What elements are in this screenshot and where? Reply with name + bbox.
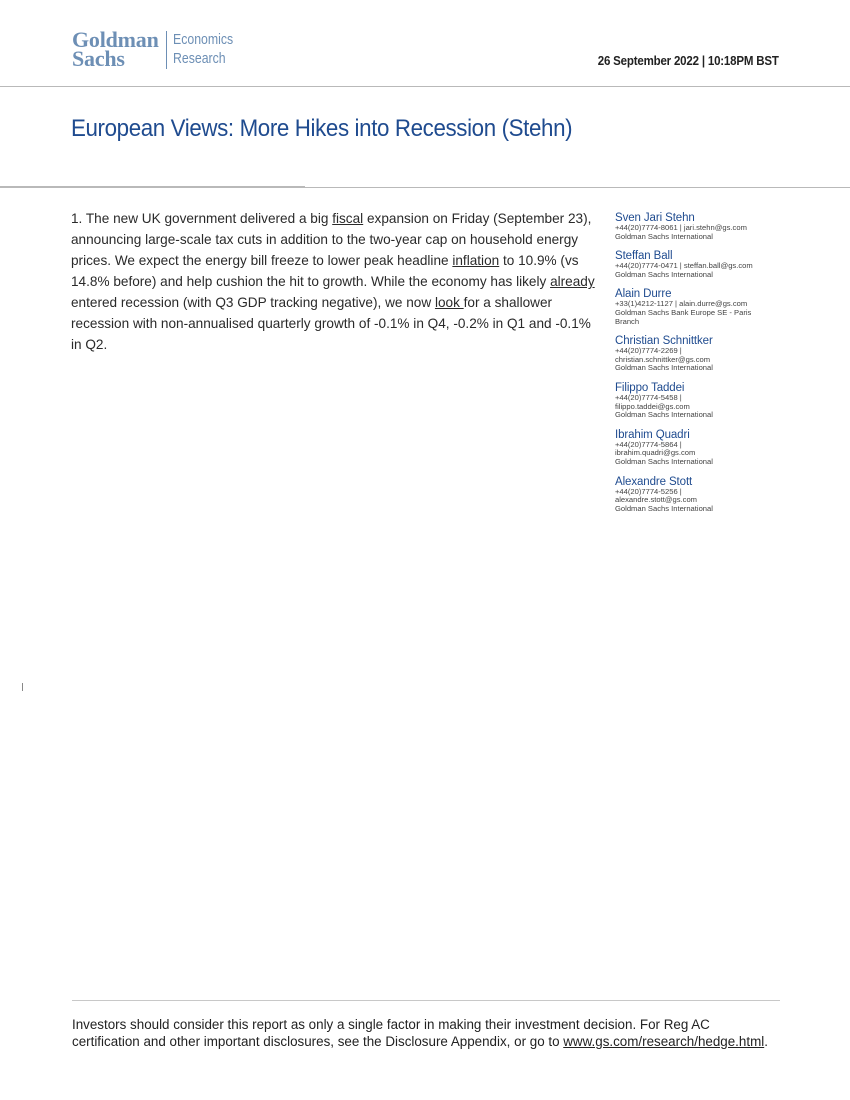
author-firm: Goldman Sachs International bbox=[615, 410, 713, 420]
body-text-1: 1. The new UK government delivered a big bbox=[71, 211, 333, 226]
author-card bbox=[615, 476, 795, 514]
page-title: European Views: More Hikes into Recession (Stehn) bbox=[71, 115, 573, 142]
author-firm: Goldman Sachs International bbox=[615, 456, 713, 466]
logo-divider bbox=[166, 31, 167, 69]
division-label bbox=[173, 30, 233, 68]
author-card bbox=[615, 250, 795, 279]
author-name: Ibrahim Quadri bbox=[615, 428, 690, 441]
fiscal-link[interactable]: fiscal bbox=[332, 211, 364, 226]
author-name: Alexandre Stott bbox=[615, 475, 693, 488]
body-text-4: entered recession (with Q3 GDP tracking negative), we now bbox=[71, 295, 435, 310]
goldman-sachs-logo bbox=[72, 27, 246, 71]
author-name: Sven Jari Stehn bbox=[615, 212, 695, 224]
author-contact[interactable]: +44(20)7774-2269 | christian.schnittker@gs.com bbox=[615, 346, 711, 364]
author-contact[interactable]: +44(20)7774-5256 | alexandre.stott@gs.com bbox=[615, 486, 697, 505]
author-firm: Goldman Sachs International bbox=[615, 231, 713, 241]
author-contact[interactable]: +33(1)4212-1127 | alain.durre@gs.com bbox=[615, 299, 748, 309]
author-card bbox=[615, 429, 795, 467]
author-card bbox=[615, 382, 795, 420]
disclosure-text: Investors should consider this report as only a single factor in making their investment decision. For Reg AC certification and other important disclosures, see the Disclosure Appendix, or go to bbox=[72, 1017, 710, 1049]
inflation-link[interactable]: inflation bbox=[452, 253, 500, 268]
author-contact[interactable]: +44(20)7774-8061 | jari.stehn@gs.com bbox=[615, 223, 747, 232]
header-divider bbox=[0, 86, 850, 87]
body-text-5: for a shallower recession with non-annualised quarterly growth of -0.1% in Q4, -0.2% in Q1 and -0.1% in Q2. bbox=[71, 295, 591, 352]
author-contact[interactable]: +44(20)7774-0471 | steffan.ball@gs.com bbox=[615, 261, 753, 271]
body-paragraph bbox=[71, 208, 601, 355]
logo-line-1: Goldman bbox=[72, 27, 159, 52]
footer-divider bbox=[72, 1000, 780, 1001]
author-card bbox=[615, 335, 795, 373]
margin-mark bbox=[22, 683, 23, 691]
author-firm: Goldman Sachs International bbox=[615, 503, 713, 513]
author-contact[interactable]: +44(20)7774-5864 | ibrahim.quadri@gs.com bbox=[615, 439, 696, 458]
author-name: Steffan Ball bbox=[615, 250, 673, 263]
author-firm: Goldman Sachs International bbox=[615, 269, 713, 279]
report-date: 26 September 2022 | 10:18PM BST bbox=[598, 54, 779, 68]
division-line-1: Economics bbox=[172, 31, 233, 48]
author-contact[interactable]: +44(20)7774-5458 | filippo.taddei@gs.com bbox=[615, 392, 690, 411]
title-divider-accent bbox=[0, 186, 305, 188]
author-name: Alain Durre bbox=[615, 288, 672, 301]
author-name: Christian Schnittker bbox=[615, 335, 713, 348]
author-card bbox=[615, 212, 795, 241]
author-list bbox=[615, 212, 795, 522]
body-text-3: to 10.9% (vs 14.8% before) and help cushion the hit to growth. While the economy has likely bbox=[71, 253, 579, 289]
author-name: Filippo Taddei bbox=[615, 381, 685, 394]
disclosure-note bbox=[72, 1016, 772, 1050]
author-firm: Goldman Sachs Bank Europe SE - Paris Branch bbox=[615, 307, 752, 326]
look-link[interactable]: look bbox=[434, 295, 464, 310]
body-text-2: expansion on Friday (September 23), announcing large-scale tax cuts in addition to the two-year cap on household energy prices. We expect the energy bill freeze to lower peak headline bbox=[71, 211, 592, 268]
already-link[interactable]: already bbox=[550, 274, 595, 289]
division-line-2: Research bbox=[172, 50, 226, 67]
hedge-disclosure-link[interactable]: www.gs.com/research/hedge.html bbox=[563, 1034, 765, 1049]
logo-wordmark bbox=[72, 27, 159, 71]
disclosure-end: . bbox=[764, 1034, 768, 1049]
author-firm: Goldman Sachs International bbox=[615, 363, 713, 373]
logo-line-2: Sachs bbox=[72, 46, 125, 71]
author-card bbox=[615, 288, 795, 326]
